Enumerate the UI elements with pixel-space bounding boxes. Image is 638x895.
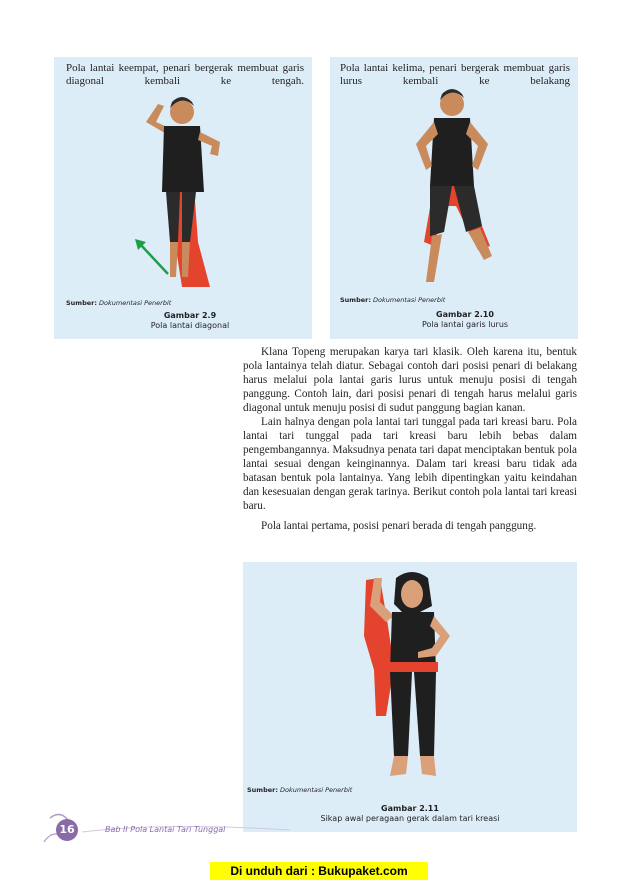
figure-source: Sumber: Dokumentasi Penerbit <box>340 296 446 304</box>
download-banner-link[interactable]: Di unduh dari : Bukupaket.com <box>210 862 428 880</box>
figure-source: Sumber: Dokumentasi Penerbit <box>247 786 353 794</box>
paragraph: Pola lantai pertama, posisi penari berada di tengah panggung. <box>261 520 537 532</box>
paragraph: Lain halnya dengan pola lantai tari tunggal pada tari kreasi baru. Pola lantai tari tunggal pada tari kreasi baru lebih bebas dalam pengembangannya. Maksudnya penata tari dapat menciptakan bentuk pola lantai sesuai dengan keinginannya. Dalam tari kreasi baru tidak ada batasan bentuk pola lantainya. Yang lebih dipentingkan yaitu keindahan dan kesesuaian dengan gerak tarinya. Berikut contoh pola lantai tari kreasi baru. <box>243 416 577 512</box>
figure-title: Gambar 2.9 <box>163 311 217 320</box>
paragraph: Klana Topeng merupakan karya tari klasik. Oleh karena itu, bentuk pola lantainya telah diatur. Sebagai contoh dari posisi penari di belakang harus melalui pola lantai garis lurus untuk menuju posisi di tengah panggung. Contoh lain, dari posisi penari di tengah harus melalui garis diagonal untuk menuju posisi di sudut panggung bagian kanan. <box>243 346 577 414</box>
figure-subtitle: Sikap awal peragaan gerak dalam tari kreasi <box>320 814 500 823</box>
figure-subtitle: Pola lantai diagonal <box>150 321 230 330</box>
diagonal-arrow-icon <box>132 236 172 278</box>
figure-title: Gambar 2.11 <box>381 804 439 813</box>
figure-caption: Pola lantai kelima, penari bergerak membuat garis lurus kembali ke belakang <box>340 62 570 87</box>
page-number: 16 <box>56 819 78 841</box>
figure-title: Gambar 2.10 <box>436 310 494 319</box>
dancer-photo <box>400 86 510 286</box>
body-text <box>243 345 577 533</box>
figure-caption: Pola lantai keempat, penari bergerak membuat garis diagonal kembali ke tengah. <box>66 62 304 87</box>
dancer-photo <box>340 566 470 786</box>
chapter-title: Bab II Pola Lantai Tari Tunggal <box>105 825 226 834</box>
figure-source: Sumber: Dokumentasi Penerbit <box>66 299 172 307</box>
figure-subtitle: Pola lantai garis lurus <box>421 320 509 329</box>
